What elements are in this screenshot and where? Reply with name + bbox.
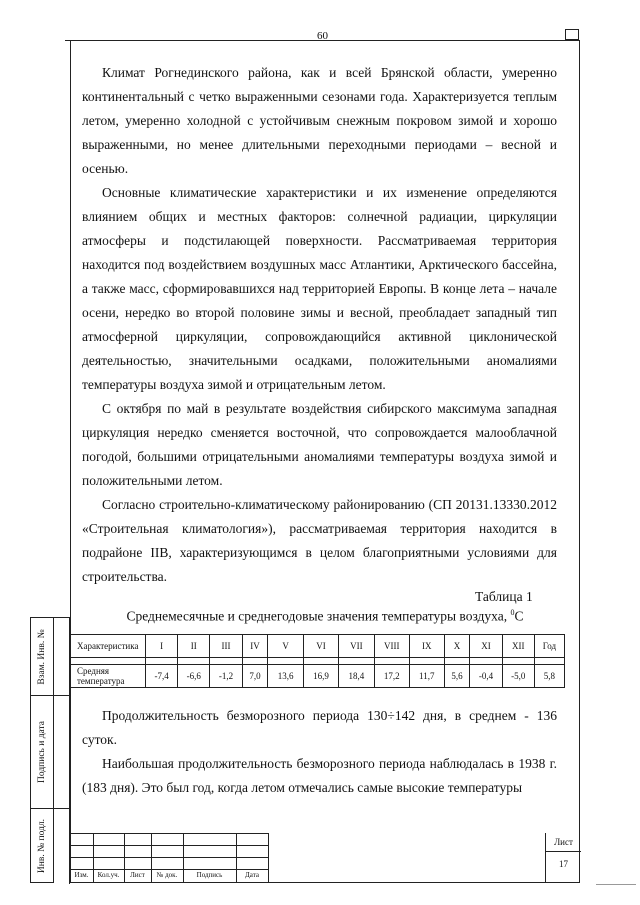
temperature-value: 5,6 [444, 665, 470, 688]
month-header: IV [242, 635, 268, 658]
temperature-value: 7,0 [242, 665, 268, 688]
temperature-value: 13,6 [268, 665, 303, 688]
temperature-value: 18,4 [339, 665, 374, 688]
month-header: XII [502, 635, 534, 658]
stamp-label-date: Дата [245, 871, 259, 879]
temperature-value: -7,4 [146, 665, 178, 688]
paragraph-frost-free-max: Наибольшая продолжительность безморозного периода наблюдалась в 1938 г. (183 дня). Это был год, когда летом отмечались самые высокие температуры [82, 756, 557, 795]
table-value-row [71, 665, 565, 688]
month-header: III [210, 635, 242, 658]
stamp-label-doc: № док. [156, 871, 178, 879]
month-header: VII [339, 635, 374, 658]
paragraph-climate-factors: Основные климатические характеристики и их изменение определяются влиянием общих и местных факторов: солнечной радиации, циркуляции атмосферы и подстилающей поверхности. Рассматриваемая территория находится под воздействием воздушных масс Атлантики, Арктического бассейна, а также масс, сформировавшихся над территорией Европы. В конце лета – начале осени, нередко во второй половине зимы и весной, преобладает западный тип атмосферной циркуляции, сопровождающийся активной циклонической деятельностью, значительными осадками, положительными аномалиями температуры воздуха зимой и отрицательным летом. [82, 185, 557, 392]
side-inner-grid [54, 617, 70, 883]
month-header: VI [303, 635, 338, 658]
table-row-label: Средняя температура [71, 665, 146, 688]
side-cell-signature-date [31, 696, 53, 809]
stamp-label-change: Изм. [74, 871, 89, 879]
month-header: I [146, 635, 178, 658]
paragraph-climate-intro: Климат Рогнединского района, как и всей Брянской области, умеренно континентальный с четко выраженными сезонами года. Характеризуется теплым летом, умеренно холодной с устойчивым снежным покровом зимой и хорошо выраженными, но менее длительными переходными периодами – весной и осенью. [82, 65, 557, 176]
paragraph-frost-free: Продолжительность безморозного периода 130÷142 дня, в среднем - 136 суток. [82, 708, 557, 747]
paragraph-construction-zoning: Согласно строительно-климатическому районированию (СП 20131.13330.2012 «Строительная климатология»), рассматриваемая территория находится в подрайоне IIВ, характеризующимся в целом благоприятными условиями для строительства. [82, 497, 557, 584]
side-cell-inv-original [31, 809, 53, 883]
sheet-label: Лист [554, 837, 573, 847]
month-header: VIII [374, 635, 409, 658]
temperature-value: -5,0 [502, 665, 534, 688]
month-header: II [178, 635, 210, 658]
page-number: 60 [317, 30, 328, 42]
month-header: X [444, 635, 470, 658]
table-header-row [71, 635, 565, 658]
sheet-box [545, 833, 581, 883]
side-strip [30, 617, 54, 883]
stamp-label-signature: Подпись [196, 871, 223, 879]
table-separator-row [71, 658, 565, 665]
table-header-label: Характеристика [71, 635, 146, 658]
month-header: IX [409, 635, 444, 658]
month-header: XI [470, 635, 502, 658]
side-cell-replace-inv [31, 618, 53, 696]
temperature-value: -1,2 [210, 665, 242, 688]
temperature-value: 17,2 [374, 665, 409, 688]
stamp-label-sheet: Лист [130, 871, 145, 879]
sheet-number: 17 [559, 859, 568, 869]
stamp-label-count: Кол.уч. [97, 871, 120, 879]
paragraph-circulation: С октября по май в результате воздействия сибирского максимума западная циркуляция нередко сменяется восточной, что сопровождается малооблачной погодой, большими отрицательными аномалиями температуры воздуха зимой и положительными летом. [82, 401, 557, 488]
temperature-value: -6,6 [178, 665, 210, 688]
side-label-replace-inv: Взам. Инв. № [37, 628, 47, 685]
month-header: V [268, 635, 303, 658]
side-label-signature-date: Подпись и дата [37, 720, 47, 784]
year-header: Год [534, 635, 564, 658]
title-block [70, 833, 580, 883]
side-label-inv-original: Инв. № подл. [37, 818, 47, 874]
table-caption: Таблица 1 [475, 589, 533, 604]
year-temperature-value: 5,8 [534, 665, 564, 688]
corner-box [565, 29, 579, 40]
temperature-value: 11,7 [409, 665, 444, 688]
temperature-value: 16,9 [303, 665, 338, 688]
table-title: Среднемесячные и среднегодовые значения температуры воздуха, $^0$С [126, 608, 524, 624]
temperature-value: -0,4 [470, 665, 502, 688]
temperature-table [70, 634, 565, 688]
bottom-tick [596, 884, 636, 885]
